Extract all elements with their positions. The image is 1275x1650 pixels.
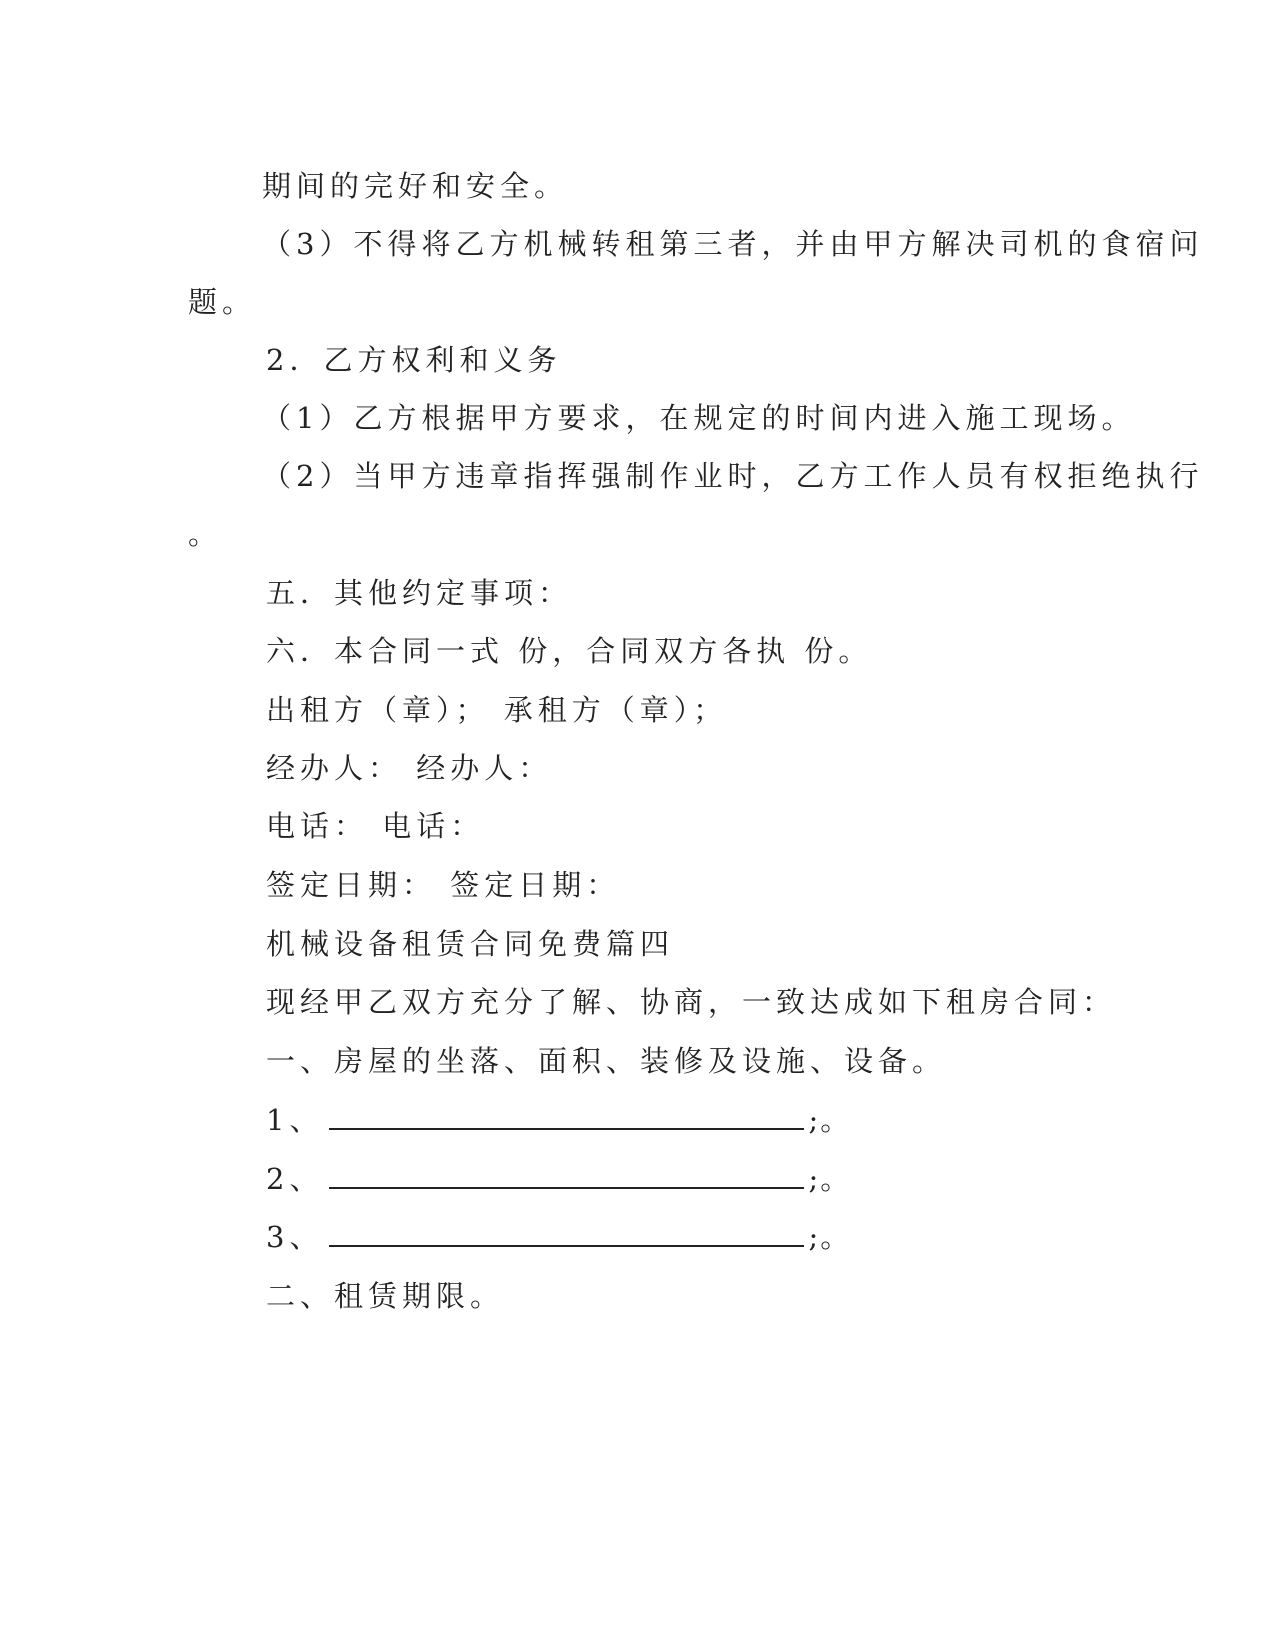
paragraph-line: （1）乙方根据甲方要求，在规定的时间内进入施工现场。: [262, 401, 1136, 435]
fill-in-blank[interactable]: [329, 1102, 804, 1130]
signature-line: 电话： 电话：: [266, 809, 485, 843]
paragraph-line: （3）不得将乙方机械转租第三者，并由甲方解决司机的食宿问: [262, 227, 1204, 261]
blank-item-number: 2、: [266, 1162, 324, 1196]
fill-in-blank[interactable]: [329, 1219, 804, 1247]
section-heading: 二、租赁期限。: [266, 1279, 505, 1313]
blank-item-tail: ;。: [808, 1162, 852, 1196]
paragraph-line: 一、房屋的坐落、面积、装修及设施、设备。: [266, 1044, 947, 1078]
paragraph-line: 题。: [188, 285, 257, 319]
signature-line: 经办人： 经办人：: [266, 751, 553, 785]
signature-line: 签定日期： 签定日期：: [266, 868, 621, 902]
document-title: 机械设备租赁合同免费篇四: [266, 927, 675, 961]
paragraph-line: 期间的完好和安全。: [262, 169, 569, 203]
paragraph-line: 六．本合同一式 份，合同双方各执 份。: [266, 634, 873, 668]
blank-item: [266, 1159, 851, 1199]
blank-item: [266, 1100, 851, 1140]
signature-line: 出租方（章）； 承租方（章）；: [266, 693, 728, 727]
blank-item: [266, 1217, 851, 1257]
paragraph-line: （2）当甲方违章指挥强制作业时，乙方工作人员有权拒绝执行: [262, 459, 1204, 493]
blank-item-number: 3、: [266, 1220, 324, 1254]
paragraph-line: 现经甲乙双方充分了解、协商，一致达成如下租房合同：: [266, 985, 1117, 1019]
blank-item-number: 1、: [266, 1103, 324, 1137]
blank-item-tail: ;。: [808, 1103, 852, 1137]
blank-item-tail: ;。: [808, 1220, 852, 1254]
section-heading: 五．其他约定事项：: [266, 576, 573, 610]
fill-in-blank[interactable]: [329, 1161, 804, 1189]
paragraph-line: 。: [188, 517, 223, 551]
section-heading: 2．乙方权利和义务: [266, 343, 562, 377]
